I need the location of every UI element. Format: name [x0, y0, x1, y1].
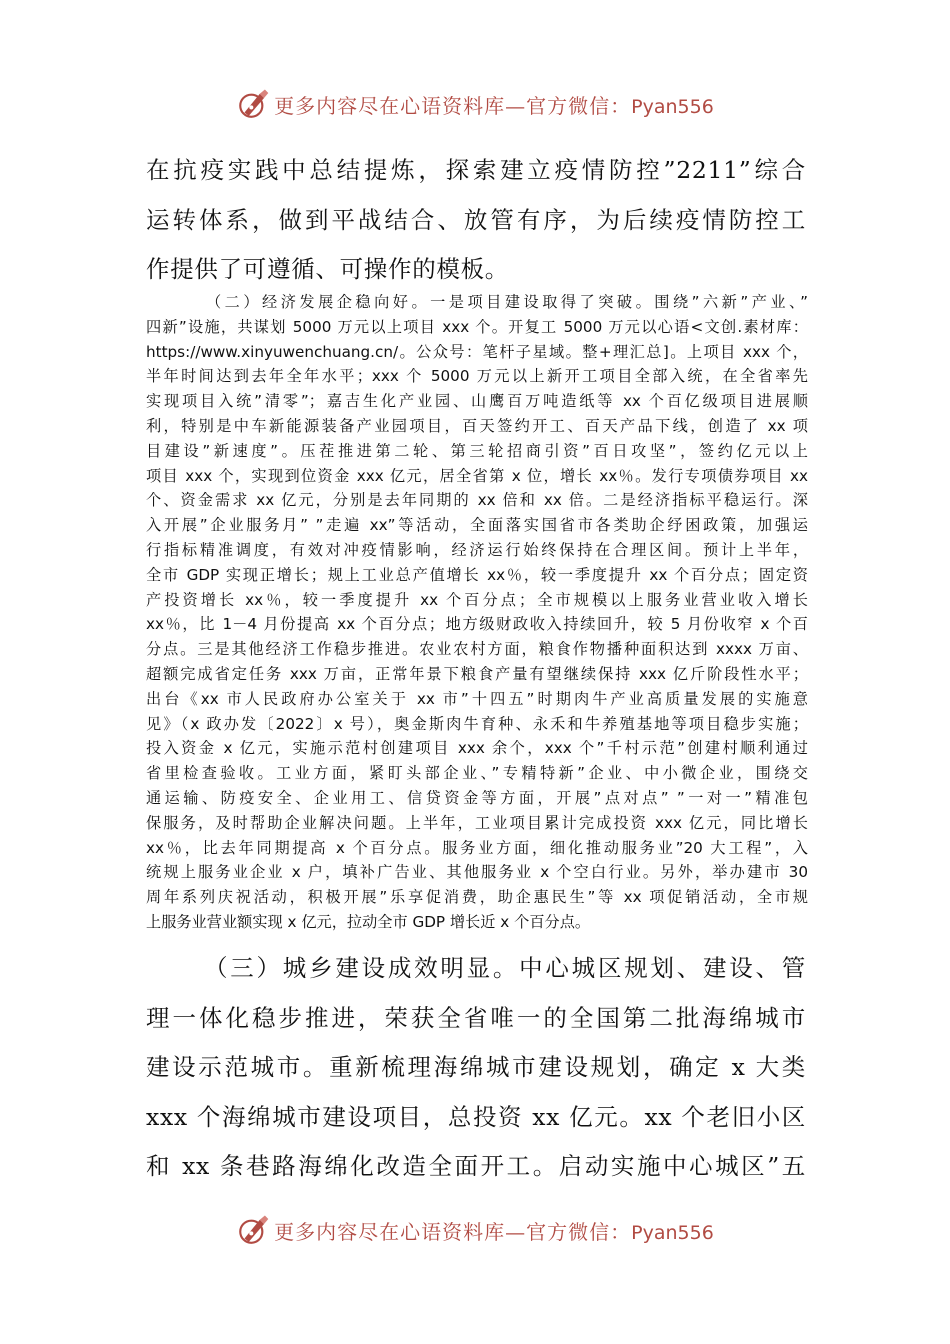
text-line: 目建设”新速度”。压茬推进第二轮、第三轮招商引资”百日攻坚”，签约亿元以上	[146, 441, 808, 460]
text-line: 见》（x 政办发〔2022〕x 号），奥金斯肉牛育种、永禾和牛养殖基地等项目稳步实施；	[146, 714, 808, 733]
text-line: 作提供了可遵循、可操作的模板。	[146, 255, 509, 283]
banner-wechat-id: Pyan556	[631, 1221, 714, 1244]
text-line: 周年系列庆祝活动，积极开展”乐享促消费，助企惠民生”等 xx 项促销活动，全市规	[146, 888, 808, 907]
text-line: xxx 个海绵城市建设项目，总投资 xx 亿元。xx 个老旧小区	[146, 1102, 806, 1131]
text-line: 实现项目入统”清零”；嘉吉生化产业园、山鹰百万吨造纸等 xx 个百亿级项目进展顺	[146, 392, 808, 411]
text-line: 半年时间达到去年全年水平；xxx 个 5000 万元以上新开工项目全部入统，在全省率先	[146, 367, 808, 386]
text-line: xx％，比 1－4 月份提高 xx 个百分点；地方级财政收入持续回升，较 5 月份收窄 x 个百	[146, 615, 808, 634]
header-watermark-banner	[0, 84, 950, 124]
text-line: 省里检查验收。工业方面，紧盯头部企业、”专精特新”企业、中小微企业，围绕交	[146, 764, 808, 783]
pen-nib-logo-icon	[236, 87, 270, 121]
text-line: xx％，比去年同期提高 x 个百分点。服务业方面，细化推动服务业”20 大工程”，入	[146, 838, 808, 857]
text-line: 超额完成省定任务 xxx 万亩，正常年景下粮食产量有望继续保持 xxx 亿斤阶段性水平；	[146, 664, 808, 683]
footer-watermark-banner	[0, 1210, 950, 1250]
paragraph-epidemic-summary	[146, 146, 806, 295]
text-line: 上服务业营业额实现 x 亿元，拉动全市 GDP 增长近 x 个百分点。	[146, 912, 591, 931]
text-line: 在抗疫实践中总结提炼，探索建立疫情防控”2211”综合	[146, 156, 806, 184]
text-line: 项目 xxx 个，实现到位资金 xxx 亿元，居全省第 x 位，增长 xx％。发行专项债券项目 xx	[146, 466, 808, 485]
text-line: 保服务，及时帮助企业解决问题。上半年，工业项目累计完成投资 xxx 亿元，同比增长	[146, 813, 808, 832]
text-line: 利，特别是中车新能源装备产业园项目，百天签约开工、百天产品下线，创造了 xx 项	[146, 416, 808, 435]
text-line: 和 xx 条巷路海绵化改造全面开工。启动实施中心城区”五	[146, 1152, 806, 1180]
text-line: 通运输、防疫安全、企业用工、信贷资金等方面，开展”点对点” ”一对一”精准包	[146, 788, 808, 807]
text-line: （二）经济发展企稳向好。一是项目建设取得了突破。围绕”六新”产业、”	[206, 293, 808, 311]
text-line: 个、资金需求 xx 亿元，分别是去年同期的 xx 倍和 xx 倍。二是经济指标平稳运行。深	[146, 491, 808, 510]
text-line: 统规上服务业企业 x 户，填补广告业、其他服务业 x 个空白行业。另外，举办建市 30	[146, 863, 808, 882]
text-line: 分点。三是其他经济工作稳步推进。农业农村方面，粮食作物播种面积达到 xxxx 万亩、	[146, 640, 808, 659]
text-line: 建设示范城市。重新梳理海绵城市建设规划，确定 x 大类	[146, 1053, 806, 1081]
paragraph-urban-rural-construction	[146, 944, 806, 1192]
text-line: （三）城乡建设成效明显。中心城区规划、建设、管	[204, 954, 806, 982]
pen-nib-logo-icon	[236, 1213, 270, 1247]
text-line: 理一体化稳步推进，荣获全省唯一的全国第二批海绵城市	[146, 1003, 806, 1032]
text-line: 入开展”企业服务月” ”走遍 xx”等活动，全面落实国省市各类助企纾困政策，加强运	[146, 516, 808, 535]
text-line: https://www.xinyuwenchuang.cn/。公众号：笔杆子星域。整+理汇总]。上项目 xxx 个，	[146, 342, 808, 361]
text-line: 行指标精准调度，有效对冲疫情影响，经济运行始终保持在合理区间。预计上半年，	[146, 540, 808, 559]
banner-text: 更多内容尽在心语资料库—官方微信：	[274, 93, 632, 118]
text-line: 全市 GDP 实现正增长；规上工业总产值增长 xx％，较一季度提升 xx 个百分点；固定资	[146, 565, 808, 584]
text-line: 出台《xx 市人民政府办公室关于 xx 市”十四五”时期肉牛产业高质量发展的实施意	[146, 689, 808, 708]
text-line: 运转体系，做到平战结合、放管有序，为后续疫情防控工	[146, 205, 806, 234]
paragraph-economic-development	[146, 290, 808, 935]
banner-text: 更多内容尽在心语资料库—官方微信：	[274, 1219, 632, 1244]
text-line: 四新”设施，共谋划 5000 万元以上项目 xxx 个。开复工 5000 万元以心语<文创.素材库：	[146, 317, 808, 336]
banner-wechat-id: Pyan556	[631, 95, 714, 118]
text-line: 产投资增长 xx％，较一季度提升 xx 个百分点；全市规模以上服务业营业收入增长	[146, 590, 808, 609]
text-line: 投入资金 x 亿元，实施示范村创建项目 xxx 余个，xxx 个”千村示范”创建村顺利通过	[146, 739, 808, 758]
